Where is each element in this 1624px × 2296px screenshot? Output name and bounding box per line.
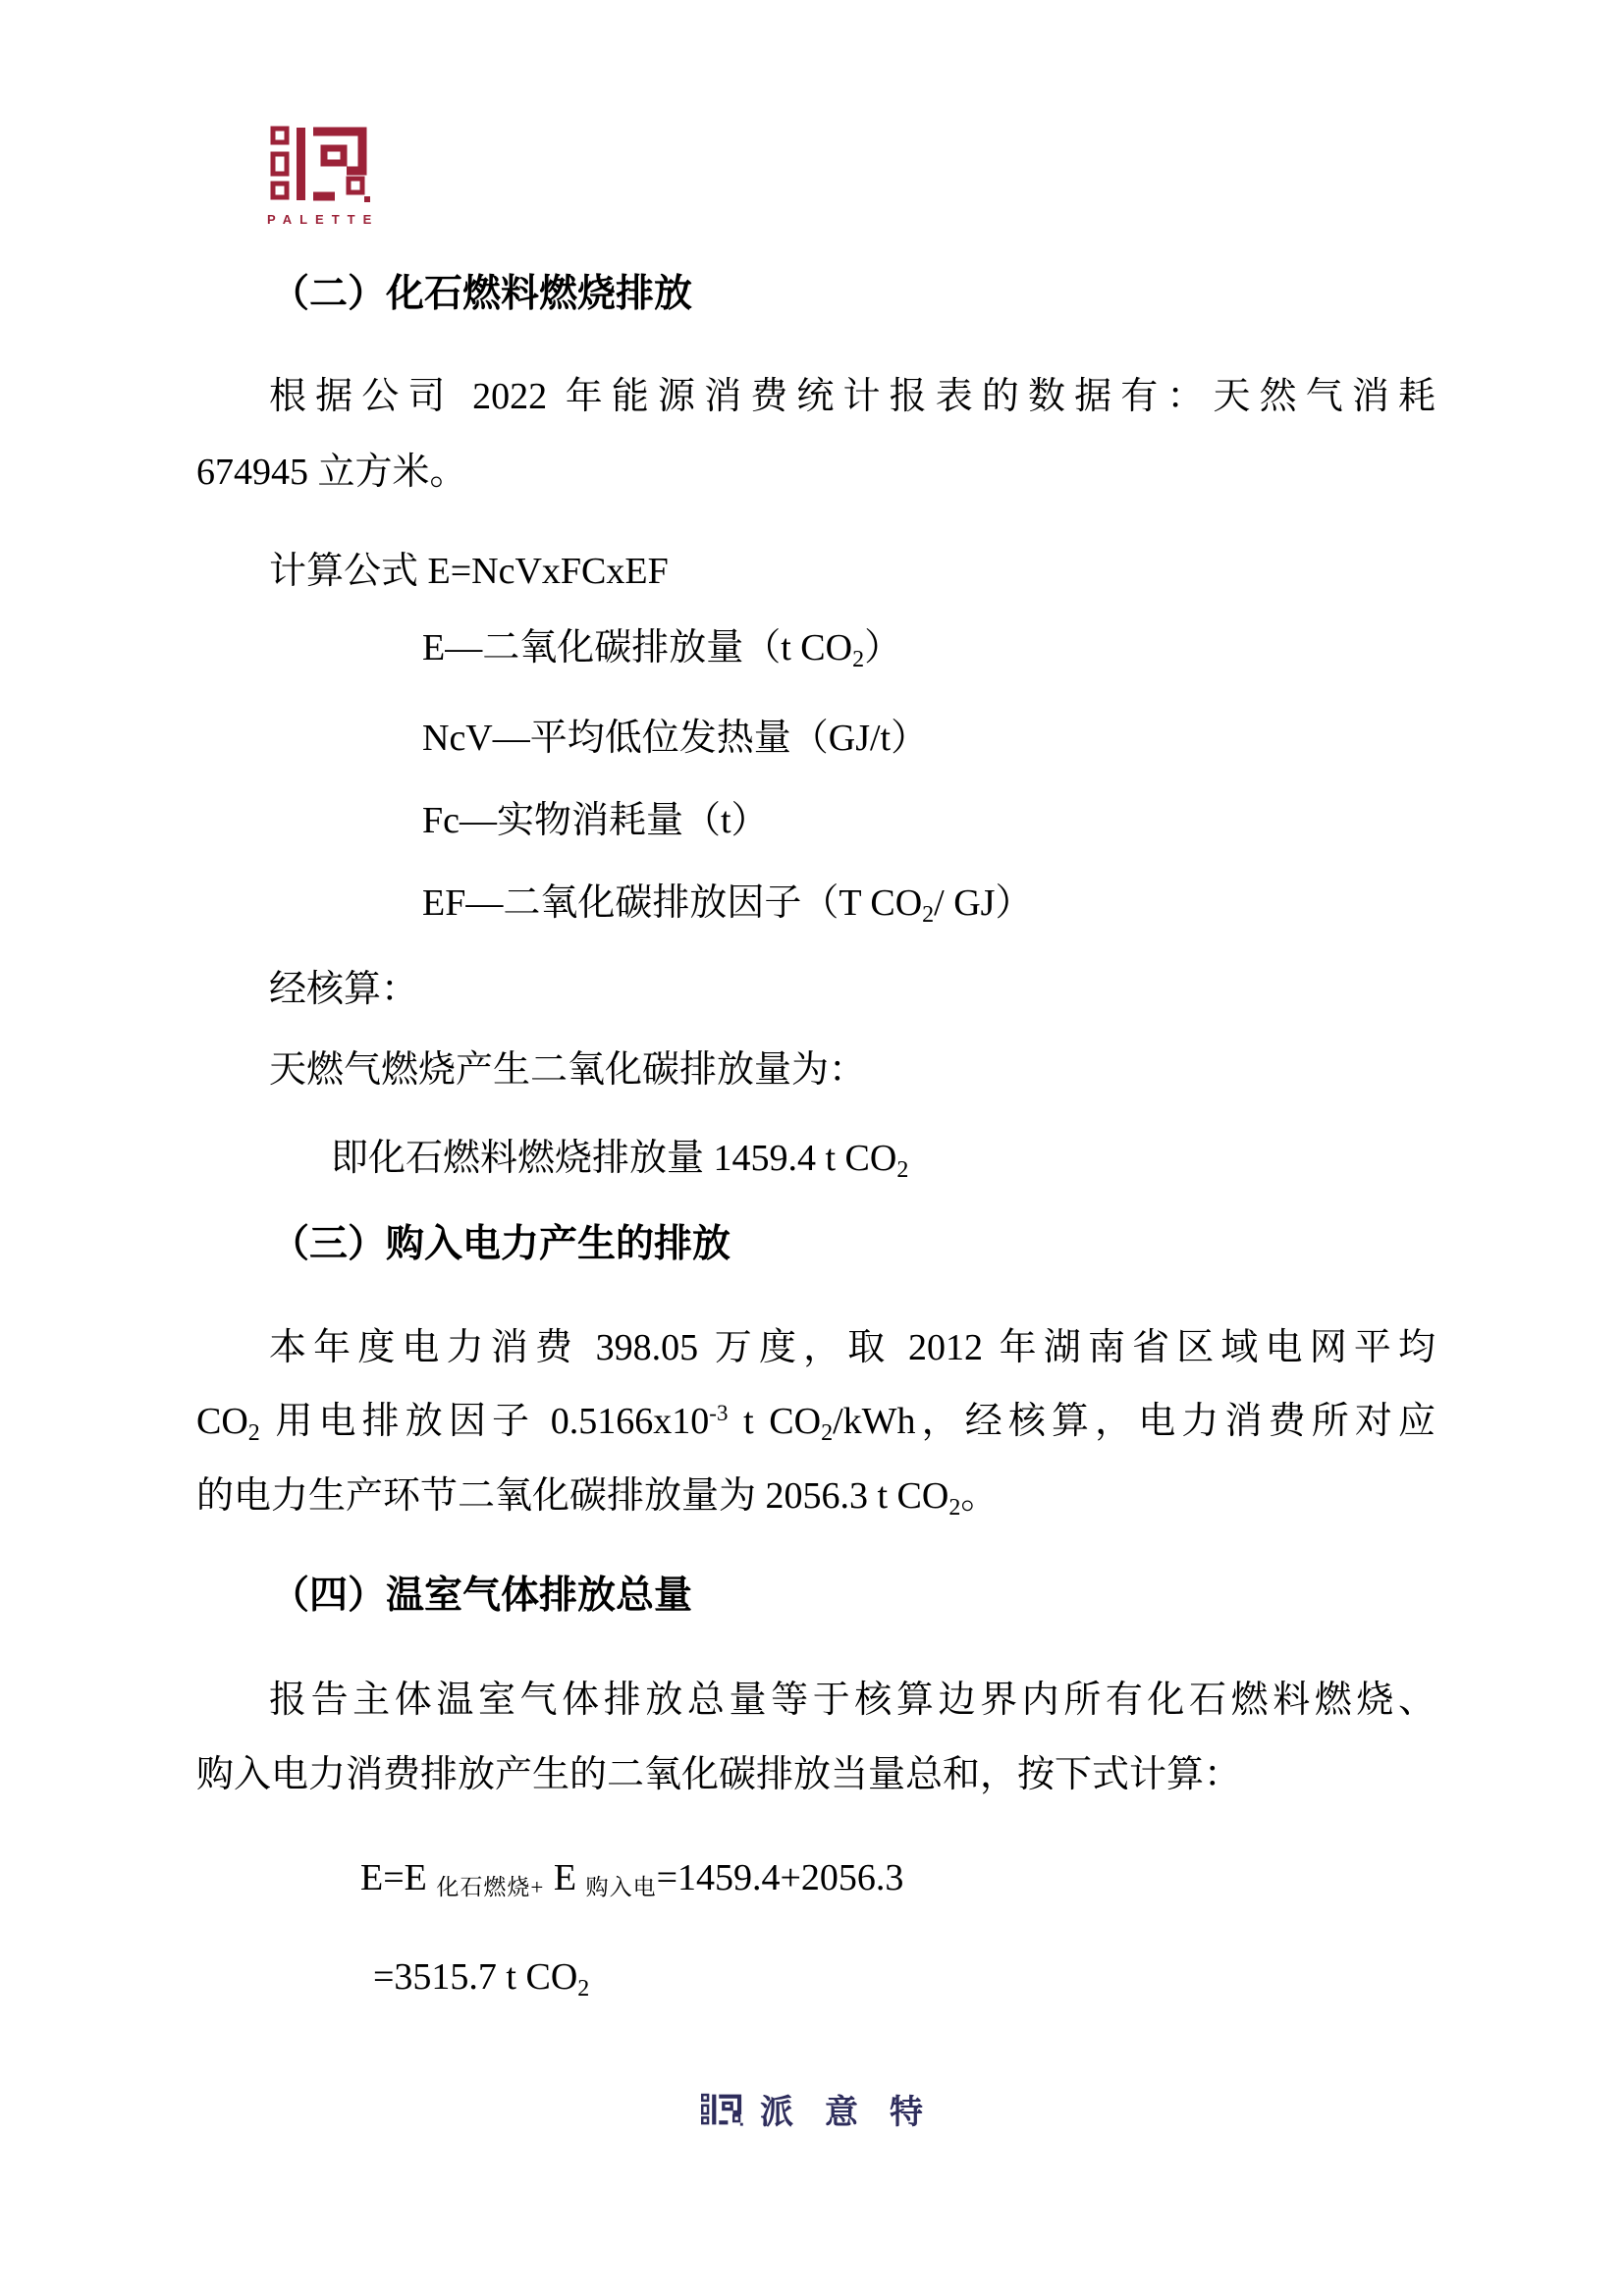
total-result-text: =3515.7 t CO (373, 1956, 578, 1998)
formula-sum: =1459.4+2056.3 (656, 1857, 904, 1898)
section-3-heading: （三）购入电力产生的排放 (271, 1223, 731, 1265)
section-4-heading: （四）温室气体排放总量 (271, 1575, 693, 1617)
electricity-paragraph-line-1: 本年度电力消费 398.05 万度，取 2012 年湖南省区域电网平均 (269, 1327, 1435, 1368)
co2-subscript: 2 (247, 1420, 260, 1446)
co2-subscript: 2 (577, 1976, 590, 2002)
purchased-power-subscript: 购入电 (585, 1875, 657, 1899)
electricity-result-text: 的电力生产环节二氧化碳排放量为 2056.3 t CO (196, 1475, 949, 1517)
definition-e-close: ） (864, 627, 902, 668)
electricity-paragraph-line-2 (196, 1398, 1435, 1445)
footer-brand-block (701, 2085, 954, 2133)
exponent-superscript: -3 (709, 1401, 729, 1425)
co2-subscript: 2 (852, 647, 865, 672)
palette-logo-mark-icon (270, 122, 374, 206)
co2-subscript: 2 (896, 1157, 909, 1183)
fossil-subscript: 化石燃烧+ (436, 1875, 545, 1899)
fossil-result-line (196, 1135, 1570, 1182)
total-paragraph-line-2: 购入电力消费排放产生的二氧化碳排放当量总和，按下式计算： (196, 1754, 1242, 1795)
definition-ef-text: EF—二氧化碳排放因子（T CO (422, 882, 923, 924)
footer-brand-text: 派意特 (760, 2094, 954, 2131)
factor-text-4: /kWh，经核算，电力消费所对应 (833, 1401, 1435, 1442)
factor-text-3: t CO (728, 1401, 822, 1442)
definition-ef-close: / GJ） (934, 882, 1033, 924)
total-paragraph-line-1: 报告主体温室气体排放总量等于核算边界内所有化石燃料燃烧、 (269, 1680, 1435, 1721)
total-formula-line (196, 1854, 1599, 1901)
definition-e-text: E—二氧化碳排放量（t CO (422, 627, 853, 668)
formula-intro-line: 计算公式 E=NcVxFCxEF (269, 551, 669, 592)
definition-e-line (196, 624, 1624, 671)
fuel-data-paragraph-line-1: 根据公司 2022 年能源消费统计报表的数据有：天然气消耗 (269, 376, 1435, 417)
electricity-paragraph-line-3 (196, 1472, 1435, 1520)
formula-e-term-2: E (544, 1857, 586, 1898)
paiyite-logo-icon (701, 2089, 744, 2130)
definition-ncv-line: NcV—平均低位发热量（GJ/t） (422, 718, 929, 759)
section-2-heading: （二）化石燃料燃烧排放 (271, 273, 693, 315)
fuel-data-paragraph-line-2: 674945 立方米。 (196, 452, 467, 493)
total-result-line (196, 1953, 1612, 2001)
co2-subscript: 2 (948, 1495, 961, 1521)
definition-fc-line: Fc—实物消耗量（t） (422, 800, 769, 841)
verification-line: 经核算： (269, 969, 419, 1010)
co2-subscript: 2 (922, 902, 935, 928)
palette-logo (267, 122, 380, 227)
definition-ef-line (196, 880, 1624, 927)
factor-text-2: 用电排放因子 0.5166x10 (259, 1401, 710, 1442)
electricity-result-close: 。 (960, 1475, 999, 1517)
palette-logo-text: PALETTE (267, 212, 380, 227)
gas-emission-line: 天燃气燃烧产生二氧化碳排放量为： (269, 1049, 867, 1091)
formula-e-term-1: E=E (360, 1857, 437, 1898)
fossil-result-text: 即化石燃料燃烧排放量 1459.4 t CO (331, 1138, 897, 1179)
co2-subscript: 2 (821, 1420, 834, 1446)
factor-text-1: CO (196, 1401, 248, 1442)
